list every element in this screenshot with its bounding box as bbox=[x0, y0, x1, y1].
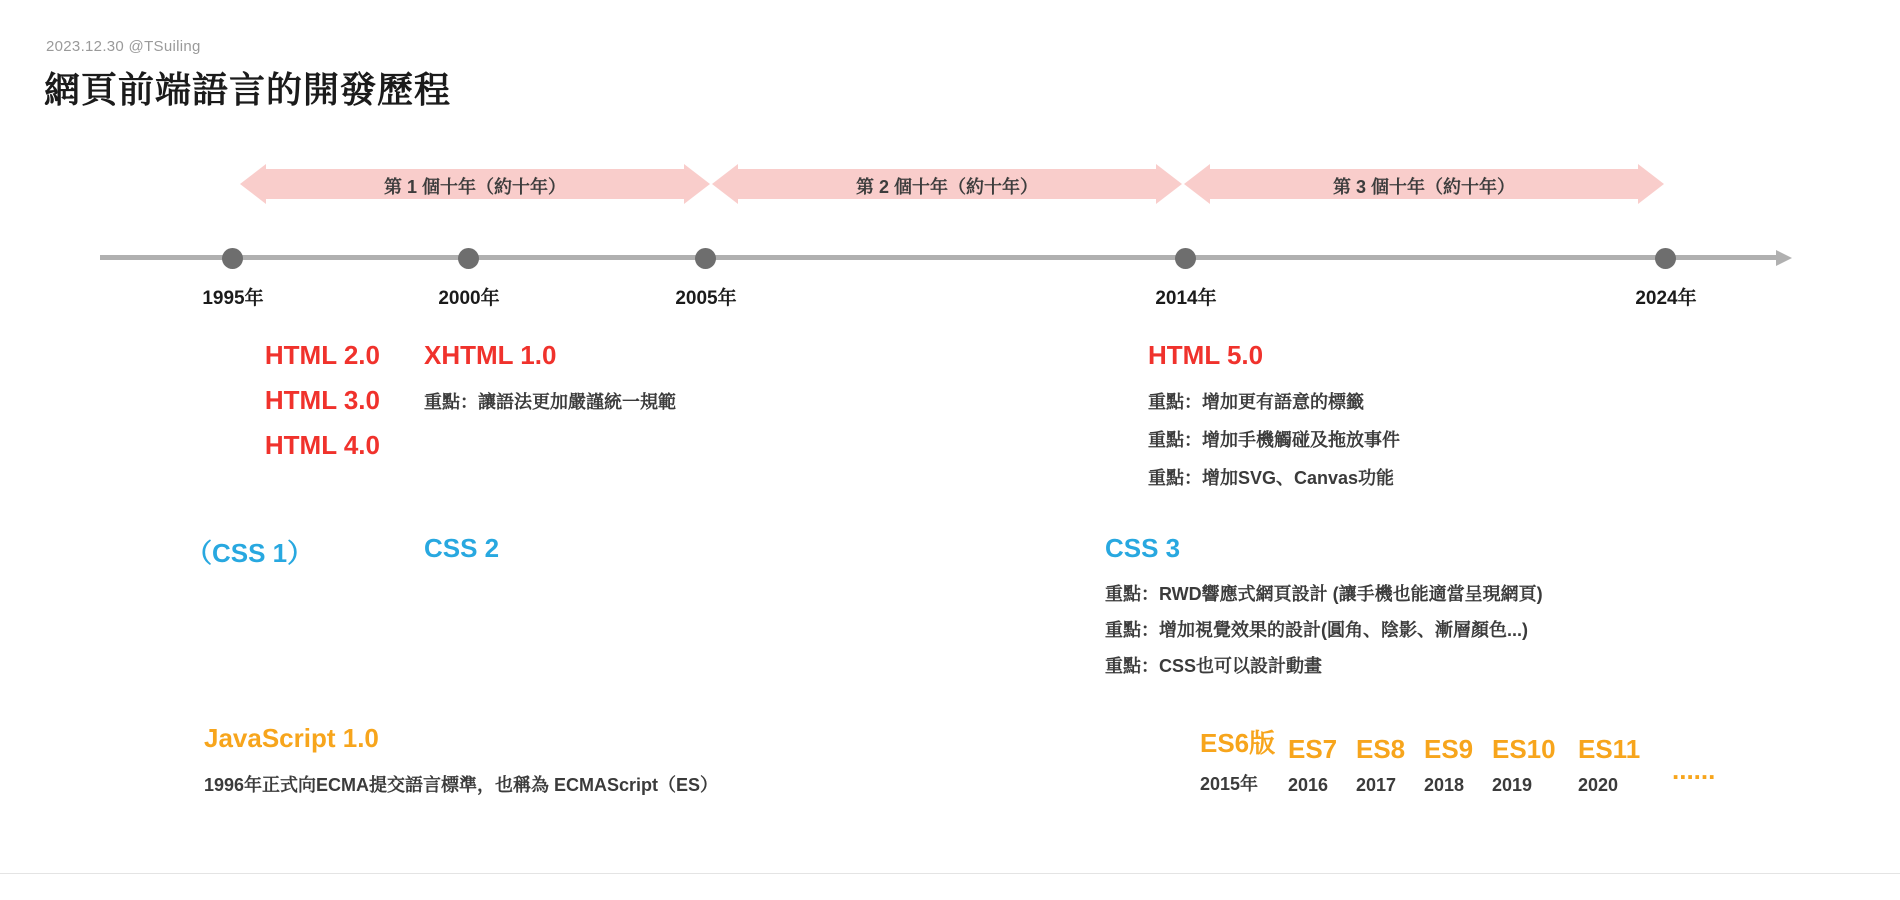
timeline-axis-line bbox=[100, 255, 1780, 260]
css3-heading: CSS 3 bbox=[1105, 533, 1181, 563]
css3-note-1: 重點：RWD響應式網頁設計 (讓手機也能適當呈現網頁) bbox=[1105, 584, 1543, 604]
decade-arrow-2 bbox=[712, 162, 1182, 206]
bottom-divider bbox=[0, 873, 1900, 874]
html-2014-group bbox=[1148, 340, 1400, 497]
timeline-node-label-2000: 2000年 bbox=[438, 288, 500, 309]
es-version-item bbox=[1672, 755, 1715, 796]
es-version-item bbox=[1578, 734, 1672, 796]
timeline-arrow-icon bbox=[1776, 250, 1792, 266]
html5-note-1: 重點：增加更有語意的標籤 bbox=[1148, 392, 1364, 412]
es-version-name: ES8 bbox=[1356, 734, 1406, 764]
timeline-node-label-1995: 1995年 bbox=[202, 288, 264, 309]
css2-heading: CSS 2 bbox=[424, 533, 500, 563]
html5-note-2: 重點：增加手機觸碰及拖放事件 bbox=[1148, 430, 1400, 450]
timeline-node-2024 bbox=[1655, 248, 1676, 269]
css3-group bbox=[1105, 533, 1543, 684]
decade-arrow-2-label: 第 2 個十年（約十年） bbox=[855, 177, 1038, 197]
html5-note-3: 重點：增加SVG、Canvas功能 bbox=[1148, 468, 1395, 488]
timeline-node-2014 bbox=[1175, 248, 1196, 269]
timeline-node-1995 bbox=[222, 248, 243, 269]
javascript-group bbox=[204, 723, 718, 804]
css1-heading: （CSS 1） bbox=[186, 538, 314, 568]
es-version-name: ...... bbox=[1672, 755, 1716, 785]
es-version-name: ES6版 bbox=[1200, 728, 1276, 758]
es-versions-group bbox=[1200, 723, 1715, 796]
html5-heading: HTML 5.0 bbox=[1148, 340, 1264, 370]
es-version-item bbox=[1200, 723, 1288, 796]
css3-note-2: 重點：增加視覺效果的設計(圓角、陰影、漸層顏色...) bbox=[1105, 620, 1528, 640]
html-version-4: HTML 4.0 bbox=[264, 430, 380, 460]
es-version-name: ES9 bbox=[1424, 734, 1474, 764]
header-meta bbox=[46, 38, 201, 55]
es-version-name: ES11 bbox=[1578, 734, 1641, 764]
html-version-2: HTML 2.0 bbox=[264, 340, 380, 370]
javascript-heading: JavaScript 1.0 bbox=[204, 723, 379, 753]
css2-group bbox=[424, 533, 499, 564]
page-title: 網頁前端語言的開發歷程 bbox=[44, 69, 452, 110]
es-version-year: 2015年 bbox=[1200, 774, 1259, 794]
timeline-node-label-2005: 2005年 bbox=[675, 288, 737, 309]
es-version-year: 2019 bbox=[1492, 775, 1533, 795]
timeline-node-label-2024: 2024年 bbox=[1635, 288, 1697, 309]
es-version-year: 2018 bbox=[1424, 775, 1465, 795]
header-handle: @TSuiling bbox=[128, 38, 201, 55]
xhtml-heading: XHTML 1.0 bbox=[424, 340, 557, 370]
timeline-node-2005 bbox=[695, 248, 716, 269]
es-version-name: ES7 bbox=[1288, 734, 1338, 764]
css1-group bbox=[186, 533, 313, 570]
es-version-name: ES10 bbox=[1492, 734, 1556, 764]
es-version-item bbox=[1492, 734, 1578, 796]
decade-arrow-3 bbox=[1184, 162, 1664, 206]
html-2000-group bbox=[424, 340, 676, 421]
xhtml-note-1: 重點：讓語法更加嚴謹統一規範 bbox=[424, 392, 676, 412]
decade-arrow-3-label: 第 3 個十年（約十年） bbox=[1332, 177, 1515, 197]
timeline-axis bbox=[100, 250, 1800, 266]
es-version-item bbox=[1356, 734, 1424, 796]
decade-arrow-1-label: 第 1 個十年（約十年） bbox=[383, 177, 566, 197]
timeline-node-label-2014: 2014年 bbox=[1155, 288, 1217, 309]
css3-note-3: 重點：CSS也可以設計動畫 bbox=[1105, 656, 1323, 676]
es-version-item bbox=[1424, 734, 1492, 796]
timeline-node-2000 bbox=[458, 248, 479, 269]
javascript-note-1: 1996年正式向ECMA提交語言標準，也稱為 ECMAScript（ES） bbox=[204, 775, 719, 795]
es-version-year: 2017 bbox=[1356, 775, 1397, 795]
es-version-year: 2020 bbox=[1578, 775, 1619, 795]
html-version-3: HTML 3.0 bbox=[264, 385, 380, 415]
decade-arrow-1 bbox=[240, 162, 710, 206]
header-date: 2023.12.30 bbox=[46, 38, 125, 55]
es-version-item bbox=[1288, 734, 1356, 796]
es-version-year: 2016 bbox=[1288, 775, 1329, 795]
html-1995-group bbox=[60, 340, 380, 461]
